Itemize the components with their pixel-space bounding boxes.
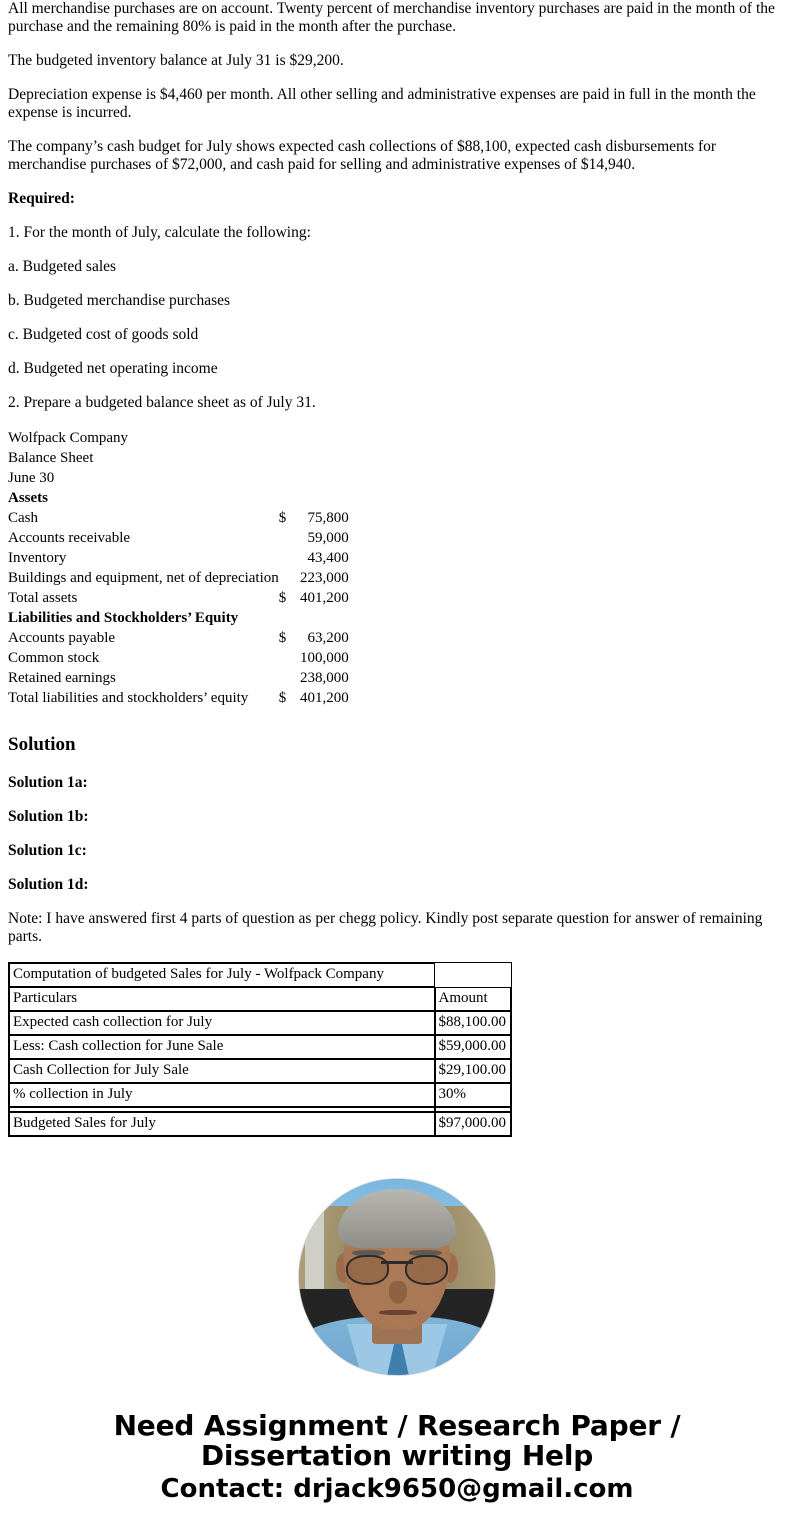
promo-contact: Contact: drjack9650@gmail.com <box>160 1474 634 1504</box>
required-item-1: 1. For the month of July, calculate the following: <box>8 224 311 241</box>
liabilities-heading: Liabilities and Stockholders’ Equity <box>8 610 239 626</box>
narrative-paragraph: The company’s cash budget for July shows expected cash collections of $88,100, expected cash disbursements for merchandise purchases of $72,000, and cash paid for selling and administrative expenses of $14,940. <box>8 138 717 173</box>
currency-symbol <box>279 668 289 688</box>
table-header-row <box>9 987 511 1011</box>
solution-section <box>0 734 794 946</box>
table-row <box>8 688 349 708</box>
balance-sheet-date: June 30 <box>8 470 55 486</box>
narrative-paragraph: All merchandise purchases are on account. Twenty percent of merchandise inventory purchases are paid in the month of the purchase and the remaining 80% is paid in the month after the purchase. <box>8 0 775 35</box>
row-amount: 59,000 <box>307 530 349 546</box>
currency-symbol <box>279 528 289 548</box>
spacer-cell <box>289 488 349 508</box>
spacer-cell <box>289 428 349 448</box>
currency-symbol: $ <box>278 630 287 646</box>
row-amount: 223,000 <box>300 570 349 586</box>
spacer-cell <box>289 448 349 468</box>
required-item-2: 2. Prepare a budgeted balance sheet as of July 31. <box>8 394 316 411</box>
spacer-cell <box>279 608 289 628</box>
table-row <box>8 608 349 628</box>
currency-symbol: $ <box>278 590 287 606</box>
avatar-nose <box>389 1281 407 1305</box>
row-label: Cash <box>8 510 38 526</box>
table-row <box>8 628 349 648</box>
table-row <box>9 1011 511 1035</box>
solution-heading: Solution <box>8 734 76 755</box>
promo-headline: Need Assignment / Research Paper / Dissertation writing Help <box>113 1409 681 1472</box>
row-label: Total assets <box>8 590 78 606</box>
row-label: Retained earnings <box>8 670 116 686</box>
row-amount: 75,800 <box>307 510 349 526</box>
required-item-1b: b. Budgeted merchandise purchases <box>8 292 231 309</box>
avatar-background-panel <box>305 1210 325 1300</box>
spacer-cell <box>279 468 289 488</box>
spacer-cell <box>279 448 289 468</box>
column-header-amount: Amount <box>435 987 512 1011</box>
table-row <box>8 468 349 488</box>
assets-heading: Assets <box>8 490 48 506</box>
balance-sheet-table <box>8 428 349 708</box>
currency-symbol <box>279 548 289 568</box>
solution-subheading-1b: Solution 1b: <box>8 808 89 825</box>
row-label: Expected cash collection for July <box>9 1011 435 1035</box>
required-item-1a: a. Budgeted sales <box>8 258 117 275</box>
problem-narrative <box>0 0 794 412</box>
row-label: % collection in July <box>9 1083 435 1107</box>
row-amount: 63,200 <box>307 630 349 646</box>
row-label: Inventory <box>8 550 67 566</box>
spacer-cell <box>289 608 349 628</box>
row-label: Accounts receivable <box>8 530 131 546</box>
table-row <box>8 508 349 528</box>
avatar-lens-right <box>405 1255 448 1284</box>
solution-subheading-1d: Solution 1d: <box>8 876 89 893</box>
computation-table-section <box>0 962 794 1137</box>
required-heading: Required: <box>8 190 75 207</box>
row-amount: $29,100.00 <box>435 1059 512 1083</box>
row-label: Common stock <box>8 650 100 666</box>
currency-symbol <box>279 648 289 668</box>
row-amount: 30% <box>435 1083 512 1107</box>
table-row <box>8 528 349 548</box>
row-label: Total liabilities and stockholders’ equity <box>8 690 249 706</box>
required-item-1d: d. Budgeted net operating income <box>8 360 218 377</box>
currency-symbol: $ <box>278 690 287 706</box>
row-amount: 401,200 <box>300 690 349 706</box>
row-label: Cash Collection for July Sale <box>9 1059 435 1083</box>
currency-symbol <box>279 568 289 588</box>
table-row <box>8 588 349 608</box>
avatar <box>299 1179 495 1375</box>
spacer-cell <box>279 488 289 508</box>
table-row <box>8 488 349 508</box>
balance-sheet-company: Wolfpack Company <box>8 430 129 446</box>
solution-subheading-1a: Solution 1a: <box>8 774 88 791</box>
calc-table-title-amount <box>435 963 512 987</box>
table-row <box>8 548 349 568</box>
balance-sheet-statement-name: Balance Sheet <box>8 450 94 466</box>
total-row-label: Budgeted Sales for July <box>9 1112 435 1136</box>
promo-footer <box>0 1411 794 1525</box>
table-row <box>8 428 349 448</box>
table-row <box>9 963 511 987</box>
solution-note: Note: I have answered first 4 parts of question as per chegg policy. Kindly post separate question for answer of remaining parts. <box>8 910 763 945</box>
avatar-section <box>0 1179 794 1375</box>
required-item-1c: c. Budgeted cost of goods sold <box>8 326 199 343</box>
table-row <box>8 448 349 468</box>
row-amount: 43,400 <box>307 550 349 566</box>
table-row <box>8 568 349 588</box>
avatar-glasses-bridge <box>381 1261 412 1264</box>
row-label: Accounts payable <box>8 630 116 646</box>
solution-subheading-1c: Solution 1c: <box>8 842 87 859</box>
narrative-paragraph: Depreciation expense is $4,460 per month. All other selling and administrative expenses are paid in full in the month the expense is incurred. <box>8 86 756 121</box>
row-label: Less: Cash collection for June Sale <box>9 1035 435 1059</box>
total-row-amount: $97,000.00 <box>435 1112 512 1136</box>
balance-sheet-section <box>0 428 794 708</box>
column-header-particulars: Particulars <box>9 987 435 1011</box>
row-amount: $59,000.00 <box>435 1035 512 1059</box>
avatar-mouth <box>379 1310 416 1315</box>
narrative-paragraph: The budgeted inventory balance at July 31 is $29,200. <box>8 52 344 69</box>
table-row <box>9 1035 511 1059</box>
table-row <box>9 1059 511 1083</box>
currency-symbol: $ <box>278 510 287 526</box>
budgeted-sales-table <box>8 962 512 1137</box>
row-amount: 238,000 <box>300 670 349 686</box>
avatar-lens-left <box>346 1255 389 1284</box>
table-row <box>9 1083 511 1107</box>
table-total-row <box>9 1112 511 1136</box>
row-amount: 100,000 <box>300 650 349 666</box>
row-amount: $88,100.00 <box>435 1011 512 1035</box>
row-label: Buildings and equipment, net of depreciation <box>8 570 279 586</box>
row-amount: 401,200 <box>300 590 349 606</box>
table-row <box>8 648 349 668</box>
calc-table-title: Computation of budgeted Sales for July - Wolfpack Company <box>9 963 435 987</box>
table-row <box>8 668 349 688</box>
spacer-cell <box>289 468 349 488</box>
spacer-cell <box>279 428 289 448</box>
